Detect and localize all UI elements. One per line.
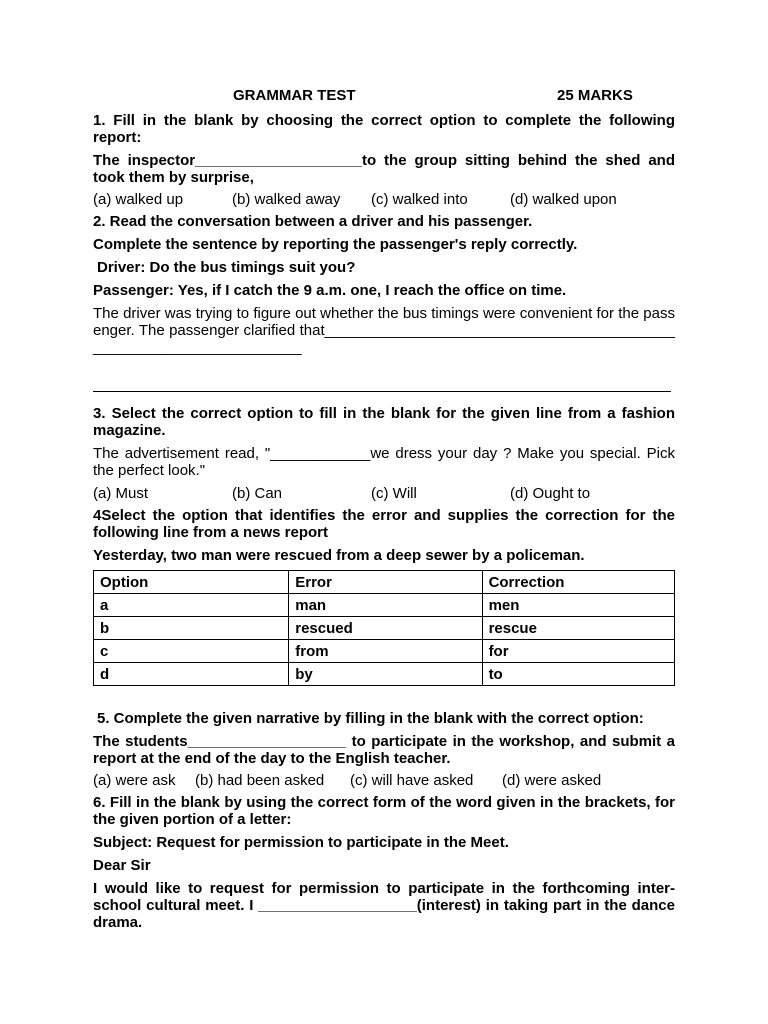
total-marks: 25 MARKS xyxy=(557,87,633,104)
q1-options xyxy=(93,191,675,208)
table-cell: to xyxy=(482,663,674,686)
q1-option-d: (d) walked upon xyxy=(510,191,617,208)
q1-sentence: The inspector____________________to the group sitting behind the shed and took them by surprise, xyxy=(93,152,675,186)
q1-instruction: 1. Fill in the blank by choosing the correct option to complete the following report: xyxy=(93,112,675,146)
q3-option-a: (a) Must xyxy=(93,485,149,502)
table-cell: d xyxy=(94,663,289,686)
q5-option-a: (a) were ask xyxy=(93,772,176,789)
q2-answer-line xyxy=(93,390,671,392)
table-header-row xyxy=(94,571,675,594)
q3-instruction: 3. Select the correct option to fill in the blank for the given line from a fashion magazine. xyxy=(93,405,675,439)
q6-subject: Subject: Request for permission to participate in the Meet. xyxy=(93,834,509,851)
table-row xyxy=(94,640,675,663)
table-cell: rescue xyxy=(482,617,674,640)
table-cell: a xyxy=(94,594,289,617)
q4-table xyxy=(93,570,675,686)
q5-sentence: The students___________________ to participate in the workshop, and submit a report at the end of the day to the English teacher. xyxy=(93,733,675,767)
q2-text: The driver was trying to figure out whether the bus timings were convenient for the passenger. The passenger clarified that___________________________________________________________________ xyxy=(93,305,675,356)
q2-driver-line: Driver: Do the bus timings suit you? xyxy=(97,259,356,276)
q5-options xyxy=(93,772,675,789)
table-cell: men xyxy=(482,594,674,617)
q3-options xyxy=(93,485,675,502)
q1-option-b: (b) walked away xyxy=(232,191,341,208)
table-cell: for xyxy=(482,640,674,663)
q6-body: I would like to request for permission to participate in the forthcoming inter-school cultural meet. I ___________________(interest) in taking part in the dance drama. xyxy=(93,880,675,931)
table-row xyxy=(94,663,675,686)
q1-option-c: (c) walked into xyxy=(371,191,468,208)
table-row xyxy=(94,594,675,617)
table-header: Correction xyxy=(482,571,674,594)
worksheet xyxy=(93,87,675,931)
q6-salutation: Dear Sir xyxy=(93,857,151,874)
q4-instruction: 4Select the option that identifies the error and supplies the correction for the following line from a news report xyxy=(93,507,675,541)
table-cell: man xyxy=(289,594,482,617)
q2-instruction: 2. Read the conversation between a driver and his passenger. xyxy=(93,213,533,230)
table-cell: by xyxy=(289,663,482,686)
table-cell: b xyxy=(94,617,289,640)
q5-option-b: (b) had been asked xyxy=(195,772,325,789)
q5-instruction: 5. Complete the given narrative by filling in the blank with the correct option: xyxy=(97,710,644,727)
table-header: Option xyxy=(94,571,289,594)
table-row xyxy=(94,617,675,640)
q5-option-d: (d) were asked xyxy=(502,772,602,789)
q3-option-c: (c) Will xyxy=(371,485,417,502)
header xyxy=(93,87,675,105)
q6-instruction: 6. Fill in the blank by using the correct form of the word given in the brackets, for the given portion of a letter: xyxy=(93,794,675,828)
table-header: Error xyxy=(289,571,482,594)
q4-sentence: Yesterday, two man were rescued from a deep sewer by a policeman. xyxy=(93,547,585,564)
q2-task: Complete the sentence by reporting the passenger's reply correctly. xyxy=(93,236,578,253)
table-cell: from xyxy=(289,640,482,663)
table-cell: rescued xyxy=(289,617,482,640)
q3-text: The advertisement read, "____________we dress your day ? Make you special. Pick the perfect look." xyxy=(93,445,675,479)
q3-option-b: (b) Can xyxy=(232,485,283,502)
q1-option-a: (a) walked up xyxy=(93,191,184,208)
q5-option-c: (c) will have asked xyxy=(350,772,474,789)
q2-passenger-line: Passenger: Yes, if I catch the 9 a.m. one, I reach the office on time. xyxy=(93,282,567,299)
q3-option-d: (d) Ought to xyxy=(510,485,591,502)
table-cell: c xyxy=(94,640,289,663)
test-title: GRAMMAR TEST xyxy=(233,87,356,104)
